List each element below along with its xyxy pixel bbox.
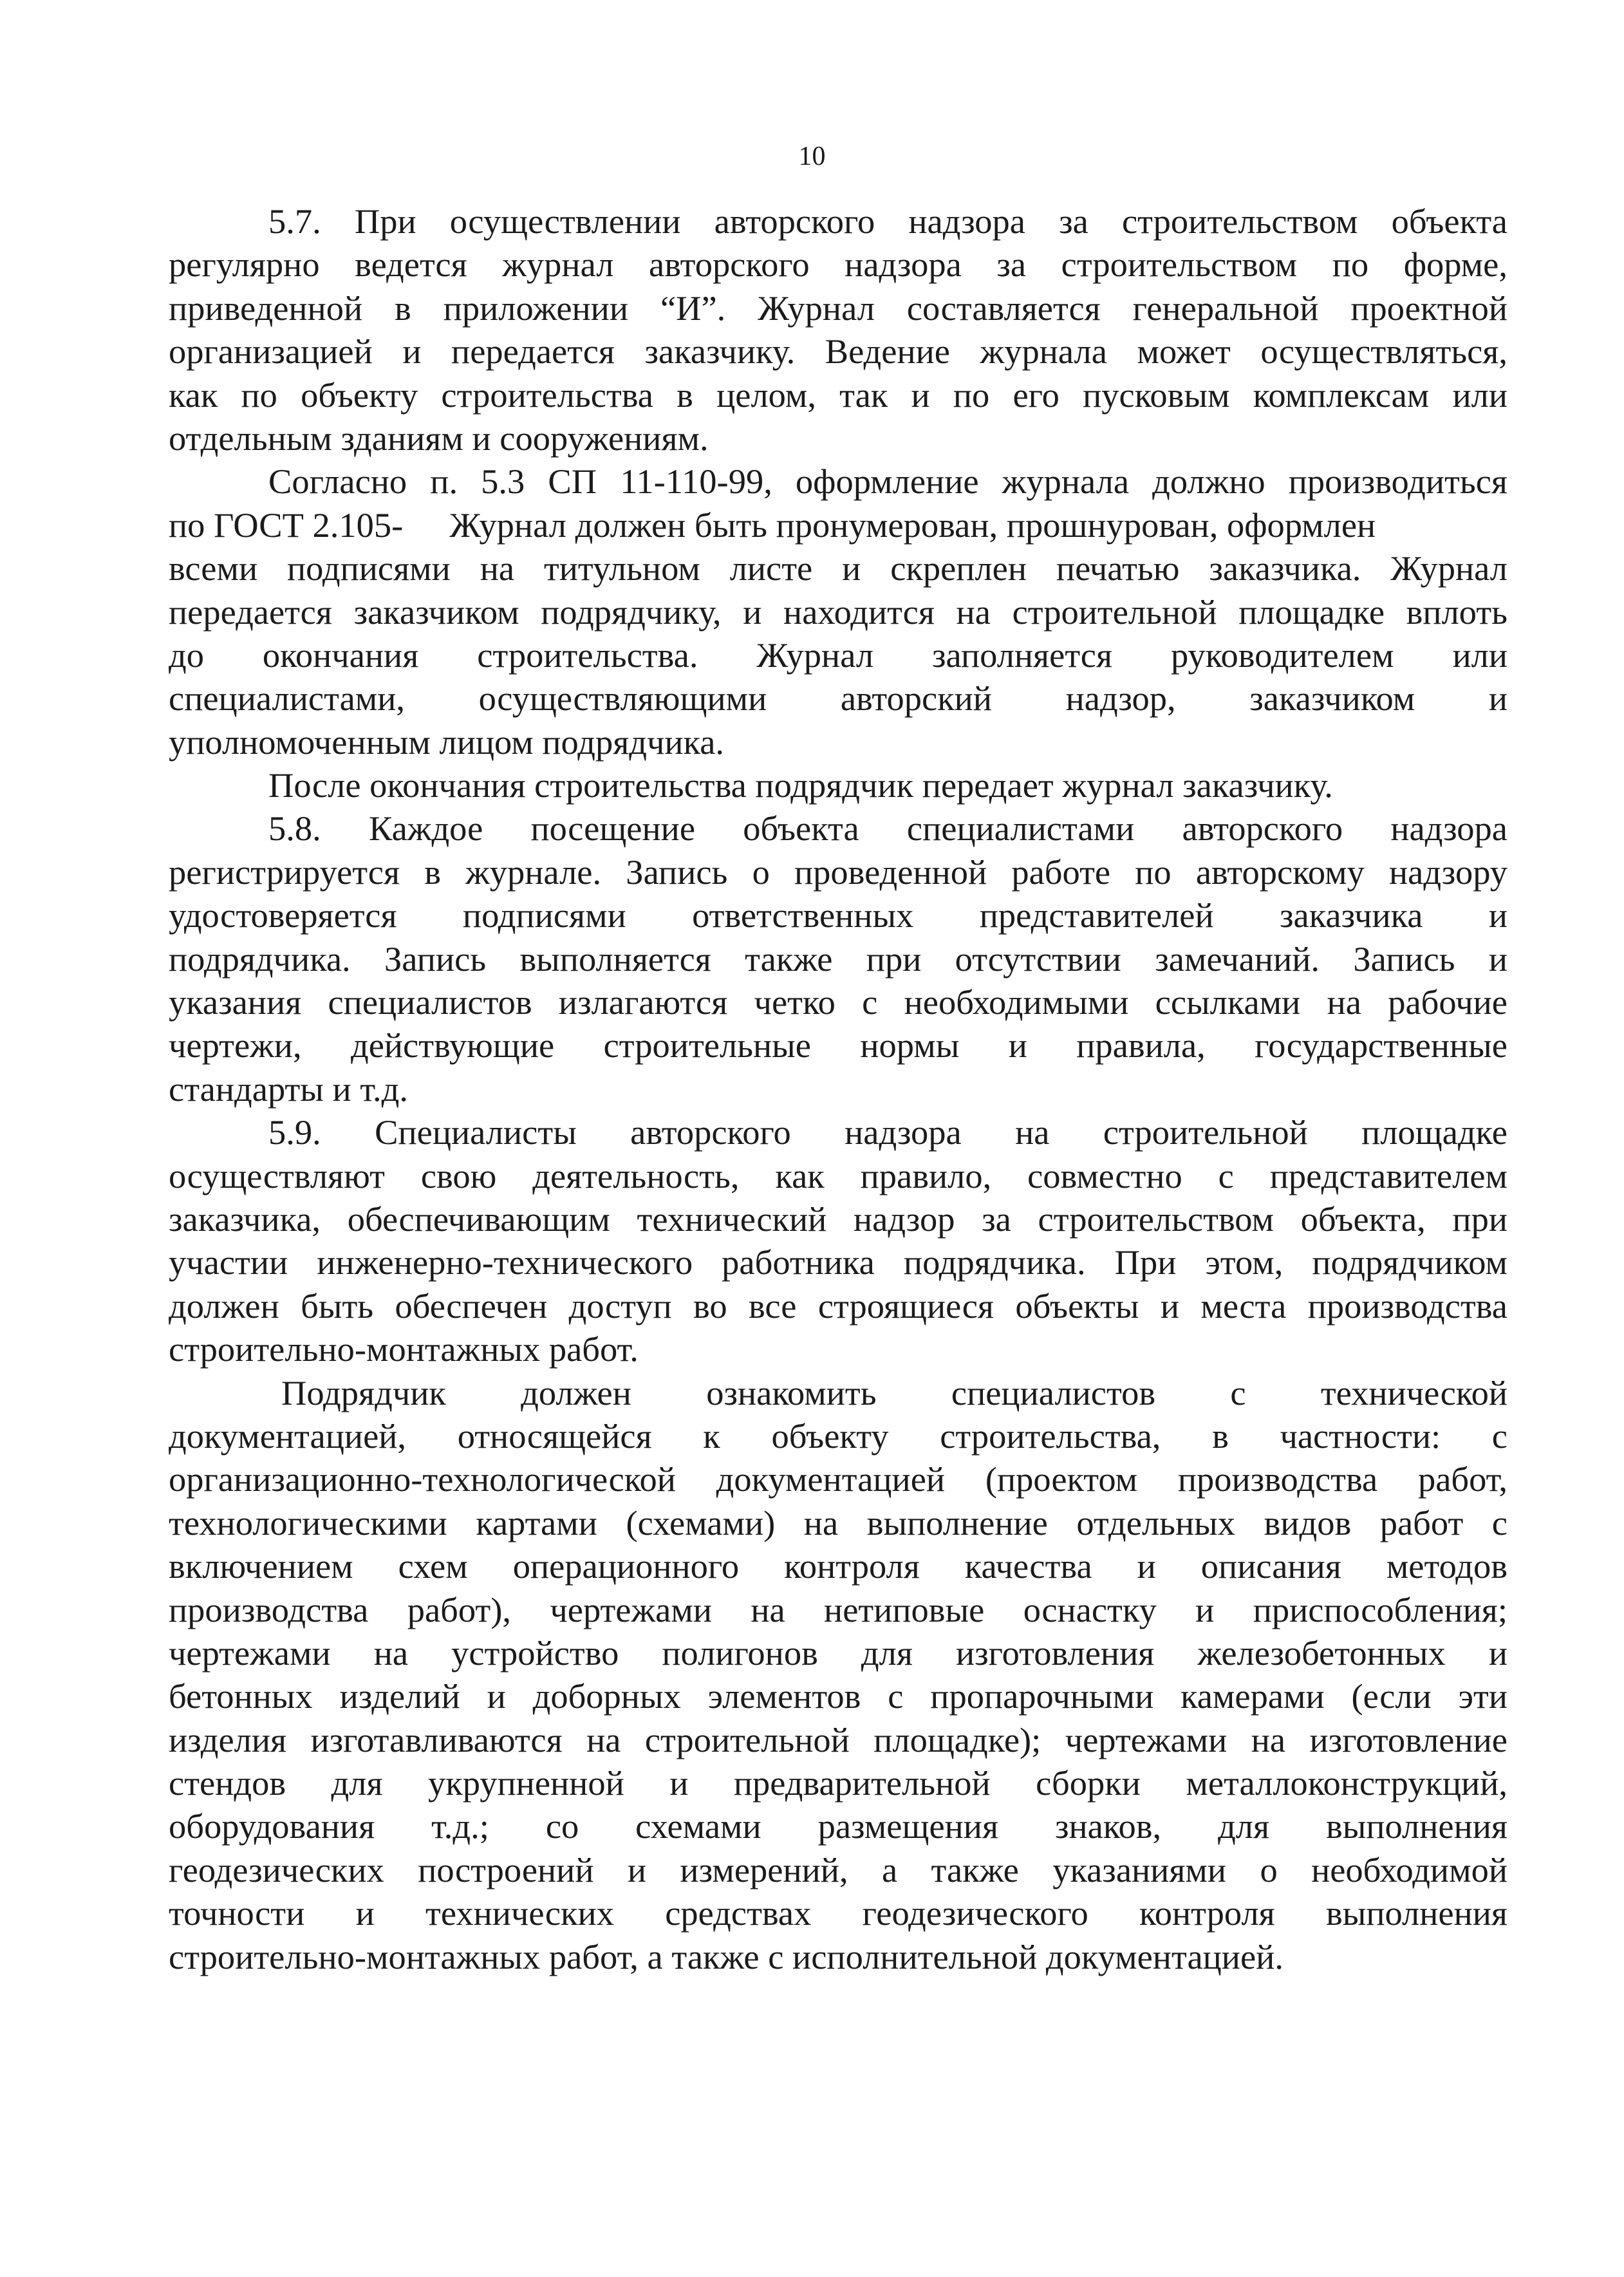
text-line: до окончания строительства. Журнал заполняется руководителем или xyxy=(169,635,1507,675)
text-line: передается заказчиком подрядчику, и находится на строительной площадке вплоть xyxy=(169,592,1507,632)
text-line: участии инженерно-технического работника подрядчика. При этом, подрядчиком xyxy=(169,1242,1507,1282)
paragraph-5-7 xyxy=(169,200,1507,460)
text-line: чертежи, действующие строительные нормы и правила, государственные xyxy=(169,1026,1507,1065)
text-line: как по объекту строительства в целом, так и по его пусковым комплексам или xyxy=(169,375,1507,415)
text-line: бетонных изделий и доборных элементов с пропарочными камерами (если эти xyxy=(169,1676,1507,1716)
text-line: регистрируется в журнале. Запись о проведенной работе по авторскому надзору xyxy=(169,852,1507,892)
page-number: 10 xyxy=(798,142,826,171)
text-line: производства работ), чертежами на нетиповые оснастку и приспособления; xyxy=(169,1589,1507,1629)
text-line: Подрядчик должен ознакомить специалистов с технической xyxy=(281,1373,1507,1412)
text-line: 5.8. Каждое посещение объекта специалистами авторского надзора xyxy=(268,809,1507,848)
text-line: организационно-технологической документацией (проектом производства работ, xyxy=(169,1459,1507,1499)
text-line: уполномоченным лицом подрядчика. xyxy=(169,722,725,762)
paragraph-soglasno xyxy=(169,460,1507,764)
text-line: регулярно ведется журнал авторского надзора за строительством по форме, xyxy=(169,245,1507,285)
text-line: точности и технических средствах геодезического контроля выполнения xyxy=(169,1893,1507,1933)
text-line: организацией и передается заказчику. Ведение журнала может осуществляться, xyxy=(169,332,1507,371)
text-line-split xyxy=(169,503,1507,547)
text-line: 5.9. Специалисты авторского надзора на строительной площадке xyxy=(268,1112,1507,1152)
text-line: удостоверяется подписями ответственных представителей заказчика и xyxy=(169,895,1507,935)
text-line: После окончания строительства подрядчик передает журнал заказчику. xyxy=(268,765,1333,805)
text-line: подрядчика. Запись выполняется также при отсутствии замечаний. Запись и xyxy=(169,939,1507,979)
text-line: заказчика, обеспечивающим технический надзор за строительством объекта, при xyxy=(169,1199,1507,1239)
text-line: строительно-монтажных работ. xyxy=(169,1329,639,1369)
text-line: специалистами, осуществляющими авторский надзор, заказчиком и xyxy=(169,679,1507,718)
text-fragment: Журнал должен быть пронумерован, прошнурован, оформлен xyxy=(449,505,1376,545)
text-line: всеми подписями на титульном листе и скреплен печатью заказчика. Журнал xyxy=(169,548,1507,588)
text-line: отдельным зданиям и сооружениям. xyxy=(169,418,709,458)
text-line: документацией, относящейся к объекту строительства, в частности: с xyxy=(169,1416,1507,1456)
text-line: указания специалистов излагаются четко с необходимыми ссылками на рабочие xyxy=(169,982,1507,1022)
text-line: строительно-монтажных работ, а также с исполнительной документацией. xyxy=(169,1936,1283,1976)
text-line: технологическими картами (схемами) на выполнение отдельных видов работ с xyxy=(169,1503,1507,1542)
text-line: изделия изготавливаются на строительной площадке); чертежами на изготовление xyxy=(169,1719,1507,1759)
text-line: стандарты и т.д. xyxy=(169,1069,409,1109)
text-line: включением схем операционного контроля качества и описания методов xyxy=(169,1546,1507,1586)
text-line: 5.7. При осуществлении авторского надзора за строительством объекта xyxy=(268,201,1507,241)
gost-reference: по ГОСТ 2.105- xyxy=(169,505,404,545)
paragraph-podryadchik xyxy=(169,1371,1507,1978)
text-line: Согласно п. 5.3 СП 11-110-99, оформление журнала должно производиться xyxy=(268,462,1507,501)
text-line: геодезических построений и измерений, а также указаниями о необходимой xyxy=(169,1850,1507,1889)
text-line: приведенной в приложении “И”. Журнал составляется генеральной проектной xyxy=(169,288,1507,328)
paragraph-5-9 xyxy=(169,1110,1507,1371)
document-body xyxy=(169,200,1507,1978)
text-line: оборудования т.д.; со схемами размещения знаков, для выполнения xyxy=(169,1806,1507,1846)
text-line: чертежами на устройство полигонов для изготовления железобетонных и xyxy=(169,1633,1507,1673)
paragraph-5-8 xyxy=(169,807,1507,1110)
text-line: стендов для укрупненной и предварительной сборки металлоконструкций, xyxy=(169,1763,1507,1803)
text-line: осуществляют свою деятельность, как правило, совместно с представителем xyxy=(169,1156,1507,1195)
paragraph-posle xyxy=(169,764,1507,807)
text-line: должен быть обеспечен доступ во все строящиеся объекты и места производства xyxy=(169,1286,1507,1326)
